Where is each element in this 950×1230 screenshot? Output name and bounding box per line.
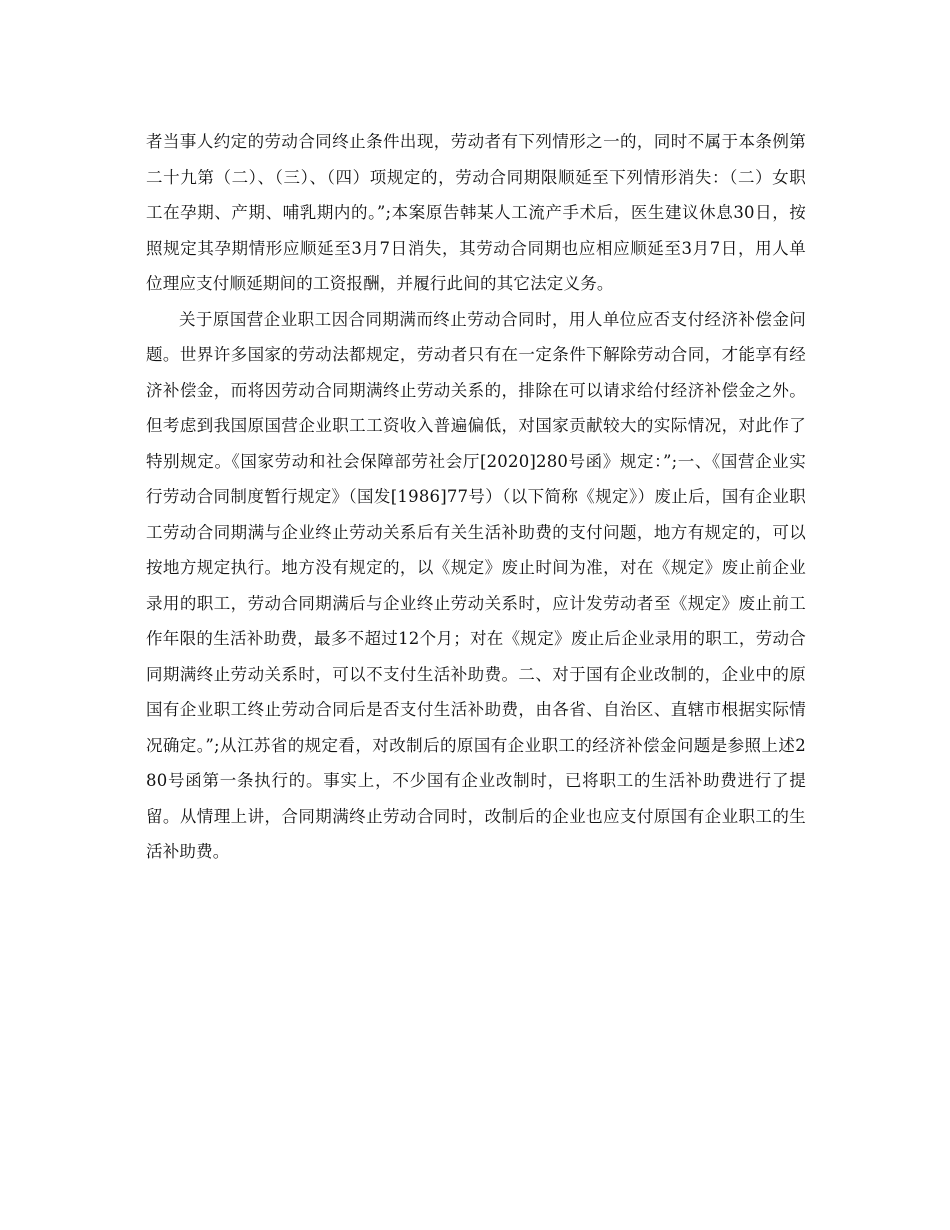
document-body xyxy=(146,124,806,870)
paragraph-2: 关于原国营企业职工因合同期满而终止劳动合同时，用人单位应否支付经济补偿金问题。世界许多国家的劳动法都规定，劳动者只有在一定条件下解除劳动合同，才能享有经济补偿金，而将因劳动合同期满终止劳动关系的，排除在可以请求给付经济补偿金之外。但考虑到我国原国营企业职工工资收入普遍偏低，对国家贡献较大的实际情况，对此作了特别规定。《国家劳动和社会保障部劳社会厅[2020]280号函》规定：”;一、《国营企业实行劳动合同制度暂行规定》（国发[1986]77号）（以下简称《规定》）废止后，国有企业职工劳动合同期满与企业终止劳动关系后有关生活补助费的支付问题，地方有规定的，可以按地方规定执行。地方没有规定的，以《规定》废止时间为准，对在《规定》废止前企业录用的职工，劳动合同期满后与企业终止劳动关系时，应计发劳动者至《规定》废止前工作年限的生活补助费，最多不超过12个月；对在《规定》废止后企业录用的职工，劳动合同期满终止劳动关系时，可以不支付生活补助费。二、对于国有企业改制的，企业中的原国有企业职工终止劳动合同后是否支付生活补助费，由各省、自治区、直辖市根据实际情况确定。”;从江苏省的规定看，对改制后的原国有企业职工的经济补偿金问题是参照上述280号函第一条执行的。事实上，不少国有企业改制时，已将职工的生活补助费进行了提留。从情理上讲，合同期满终止劳动合同时，改制后的企业也应支付原国有企业职工的生活补助费。 xyxy=(146,309,806,861)
paragraph-1: 者当事人约定的劳动合同终止条件出现，劳动者有下列情形之一的，同时不属于本条例第二十九第（二）、（三）、（四）项规定的，劳动合同期限顺延至下列情形消失：（二）女职工在孕期、产期、哺乳期内的。”;本案原告韩某人工流产手术后，医生建议休息30日，按照规定其孕期情形应顺延至3月7日消失，其劳动合同期也应相应顺延至3月7日，用人单位理应支付顺延期间的工资报酬，并履行此间的其它法定义务。 xyxy=(146,132,806,293)
